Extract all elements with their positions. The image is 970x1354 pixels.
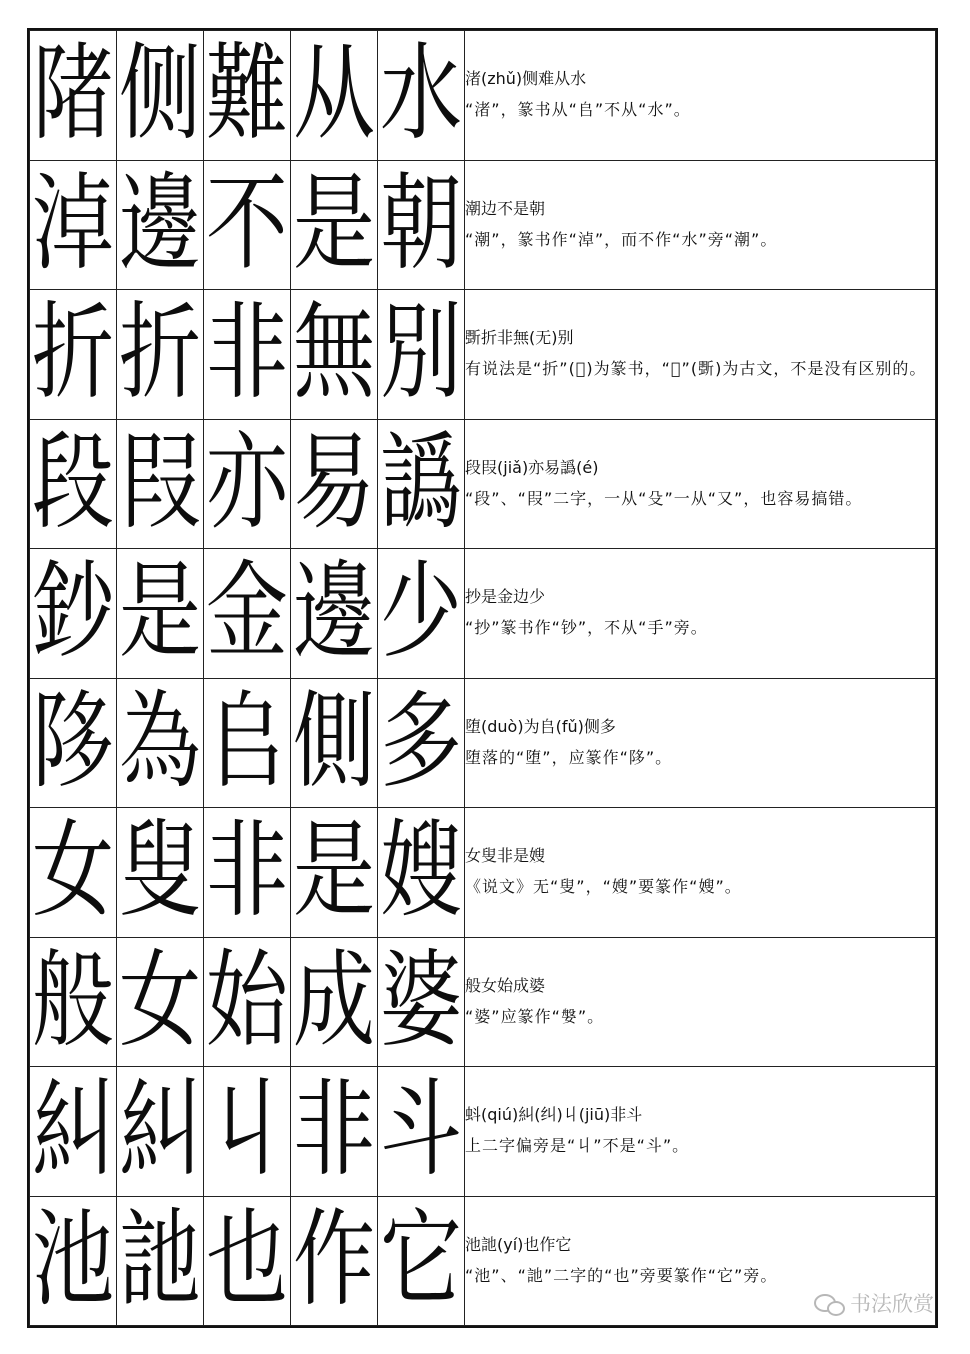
- seal-glyph-cell: [204, 290, 291, 420]
- seal-glyph: 叟: [118, 810, 201, 933]
- seal-glyph: 𠂤: [205, 681, 288, 803]
- rule-explanation: “抄”篆书作“钞”，不从“手”旁。: [465, 618, 708, 638]
- seal-glyph-cell: [291, 1196, 378, 1326]
- seal-glyph-cell: [30, 290, 117, 420]
- seal-glyph-cell: [378, 1196, 465, 1326]
- seal-glyph: 無: [292, 292, 375, 415]
- chart-row: [30, 1196, 936, 1326]
- seal-glyph-cell: [291, 808, 378, 938]
- rule-heading: 女叟非是嫂: [465, 846, 546, 866]
- seal-glyph-cell: [378, 290, 465, 420]
- seal-glyph-cell: [117, 808, 204, 938]
- chart-row: [30, 31, 936, 161]
- rule-heading: 蚪(qiú)糾(纠)丩(jiū)非斗: [465, 1105, 643, 1125]
- rule-explanation: “潮”，篆书作“淖”，而不作“水”旁“潮”。: [465, 229, 778, 249]
- seal-glyph-cell: [378, 678, 465, 808]
- seal-glyph-cell: [291, 419, 378, 549]
- seal-glyph: 从: [292, 33, 375, 156]
- seal-glyph: 丩: [205, 1069, 288, 1192]
- seal-glyph: 側: [292, 681, 375, 803]
- seal-glyph-cell: [378, 1067, 465, 1197]
- rule-heading: 池訑(yí)也作它: [465, 1234, 572, 1254]
- seal-glyph-cell: [291, 290, 378, 420]
- seal-glyph-cell: [204, 1067, 291, 1197]
- seal-glyph: 鈔: [31, 551, 114, 674]
- note-cell: [465, 1067, 936, 1197]
- seal-glyph-cell: [204, 1196, 291, 1326]
- seal-glyph-cell: [291, 1067, 378, 1197]
- seal-script-table: [29, 30, 936, 1326]
- seal-glyph-cell: [291, 160, 378, 290]
- seal-glyph: 少: [379, 551, 462, 674]
- seal-glyph: 朝: [379, 163, 462, 285]
- chart-row: [30, 678, 936, 808]
- chart-row: [30, 937, 936, 1067]
- chart-body: [30, 31, 936, 1326]
- seal-glyph: 池: [31, 1199, 114, 1321]
- seal-glyph-cell: [30, 419, 117, 549]
- seal-glyph-cell: [378, 549, 465, 679]
- seal-glyph-cell: [30, 808, 117, 938]
- seal-glyph-cell: [30, 937, 117, 1067]
- seal-glyph: 斗: [379, 1069, 462, 1192]
- seal-glyph-cell: [204, 937, 291, 1067]
- seal-glyph-cell: [378, 31, 465, 161]
- seal-glyph: 陊: [31, 681, 114, 803]
- note-cell: [465, 290, 936, 420]
- seal-glyph-cell: [30, 1196, 117, 1326]
- seal-glyph: 訑: [118, 1199, 201, 1321]
- seal-glyph: 嫂: [379, 810, 462, 933]
- seal-glyph: 女: [118, 940, 201, 1062]
- seal-glyph-cell: [117, 549, 204, 679]
- seal-glyph-cell: [378, 808, 465, 938]
- seal-glyph-cell: [291, 678, 378, 808]
- seal-glyph-cell: [117, 160, 204, 290]
- chart-row: [30, 419, 936, 549]
- seal-glyph: 別: [379, 292, 462, 415]
- seal-glyph-cell: [378, 937, 465, 1067]
- seal-glyph-cell: [117, 678, 204, 808]
- rule-explanation: 堕落的“堕”，应篆作“陊”。: [465, 747, 673, 767]
- character-chart: [27, 28, 938, 1328]
- seal-glyph: 不: [205, 163, 288, 285]
- rule-explanation: 有说法是“折”(𣂚)为篆书，“𣂚”(斲)为古文，不是没有区别的。: [465, 359, 927, 379]
- seal-glyph: 女: [31, 810, 114, 933]
- seal-glyph-cell: [204, 808, 291, 938]
- watermark: [814, 1288, 934, 1318]
- seal-glyph: 叚: [118, 422, 201, 544]
- seal-glyph: 糾: [118, 1069, 201, 1192]
- note-cell: [465, 549, 936, 679]
- seal-glyph: 婆: [379, 940, 462, 1062]
- seal-glyph: 亦: [205, 422, 288, 544]
- rule-explanation: 上二字偏旁是“丩”不是“斗”。: [465, 1136, 690, 1156]
- seal-glyph: 段: [31, 422, 114, 544]
- seal-glyph-cell: [204, 678, 291, 808]
- seal-glyph: 也: [205, 1199, 288, 1321]
- rule-heading: 堕(duò)为𠂤(fǔ)侧多: [465, 716, 616, 736]
- seal-glyph-cell: [30, 678, 117, 808]
- seal-glyph-cell: [117, 290, 204, 420]
- seal-glyph: 折: [118, 292, 201, 415]
- seal-glyph: 是: [118, 551, 201, 674]
- seal-glyph: 邊: [292, 551, 375, 674]
- seal-glyph: 始: [205, 940, 288, 1062]
- seal-glyph: 非: [205, 810, 288, 933]
- rule-explanation: “段”、“叚”二字，一从“殳”一从“又”，也容易搞错。: [465, 488, 863, 508]
- seal-glyph: 是: [292, 810, 375, 933]
- note-cell: [465, 937, 936, 1067]
- chart-row: [30, 808, 936, 938]
- seal-glyph-cell: [117, 419, 204, 549]
- wechat-icon: [814, 1292, 844, 1314]
- chart-row: [30, 160, 936, 290]
- chart-row: [30, 1067, 936, 1197]
- note-cell: [465, 678, 936, 808]
- rule-heading: 斲折非無(无)别: [465, 328, 574, 348]
- seal-glyph-cell: [204, 31, 291, 161]
- seal-glyph: 淖: [31, 163, 114, 285]
- rule-heading: 抄是金边少: [465, 587, 546, 607]
- seal-glyph-cell: [117, 1196, 204, 1326]
- note-cell: [465, 419, 936, 549]
- rule-heading: 渚(zhǔ)侧难从水: [465, 69, 587, 89]
- seal-glyph: 陼: [31, 33, 114, 156]
- note-cell: [465, 808, 936, 938]
- seal-glyph: 邊: [118, 163, 201, 285]
- rule-explanation: “婆”应篆作“媻”。: [465, 1006, 605, 1026]
- seal-glyph: 多: [379, 681, 462, 803]
- chart-row: [30, 549, 936, 679]
- rule-heading: 般女始成婆: [465, 975, 546, 995]
- seal-glyph: 作: [292, 1199, 375, 1321]
- rule-explanation: “渚”，篆书从“𠂤”不从“水”。: [465, 100, 691, 120]
- seal-glyph: 非: [205, 292, 288, 415]
- seal-glyph-cell: [204, 160, 291, 290]
- seal-glyph-cell: [291, 31, 378, 161]
- seal-glyph-cell: [117, 31, 204, 161]
- rule-heading: 潮边不是朝: [465, 198, 546, 218]
- seal-glyph: 非: [292, 1069, 375, 1192]
- rule-explanation: “池”、“訑”二字的“也”旁要篆作“它”旁。: [465, 1265, 778, 1285]
- seal-glyph-cell: [30, 1067, 117, 1197]
- seal-glyph-cell: [30, 31, 117, 161]
- seal-glyph-cell: [378, 160, 465, 290]
- seal-glyph: 金: [205, 551, 288, 674]
- rule-explanation: 《说文》无“叟”，“嫂”要篆作“嫂”。: [465, 877, 742, 897]
- watermark-text: 书法欣赏: [850, 1292, 934, 1316]
- seal-glyph-cell: [117, 937, 204, 1067]
- seal-glyph: 糾: [31, 1069, 114, 1192]
- seal-glyph: 難: [205, 33, 288, 156]
- seal-glyph: 為: [118, 681, 201, 803]
- seal-glyph: 般: [31, 940, 114, 1062]
- seal-glyph-cell: [291, 937, 378, 1067]
- note-cell: [465, 31, 936, 161]
- seal-glyph: 成: [292, 940, 375, 1062]
- seal-glyph: 它: [379, 1199, 462, 1321]
- seal-glyph: 譌: [379, 422, 462, 544]
- seal-glyph-cell: [30, 549, 117, 679]
- seal-glyph-cell: [117, 1067, 204, 1197]
- rule-heading: 段叚(jiǎ)亦易譌(é): [465, 457, 599, 477]
- seal-glyph-cell: [291, 549, 378, 679]
- seal-glyph-cell: [204, 549, 291, 679]
- seal-glyph: 水: [379, 33, 462, 156]
- seal-glyph: 侧: [118, 33, 201, 156]
- seal-glyph: 易: [292, 422, 375, 544]
- seal-glyph: 折: [31, 292, 114, 415]
- note-cell: [465, 160, 936, 290]
- chart-row: [30, 290, 936, 420]
- seal-glyph-cell: [378, 419, 465, 549]
- seal-glyph-cell: [30, 160, 117, 290]
- seal-glyph: 是: [292, 163, 375, 285]
- seal-glyph-cell: [204, 419, 291, 549]
